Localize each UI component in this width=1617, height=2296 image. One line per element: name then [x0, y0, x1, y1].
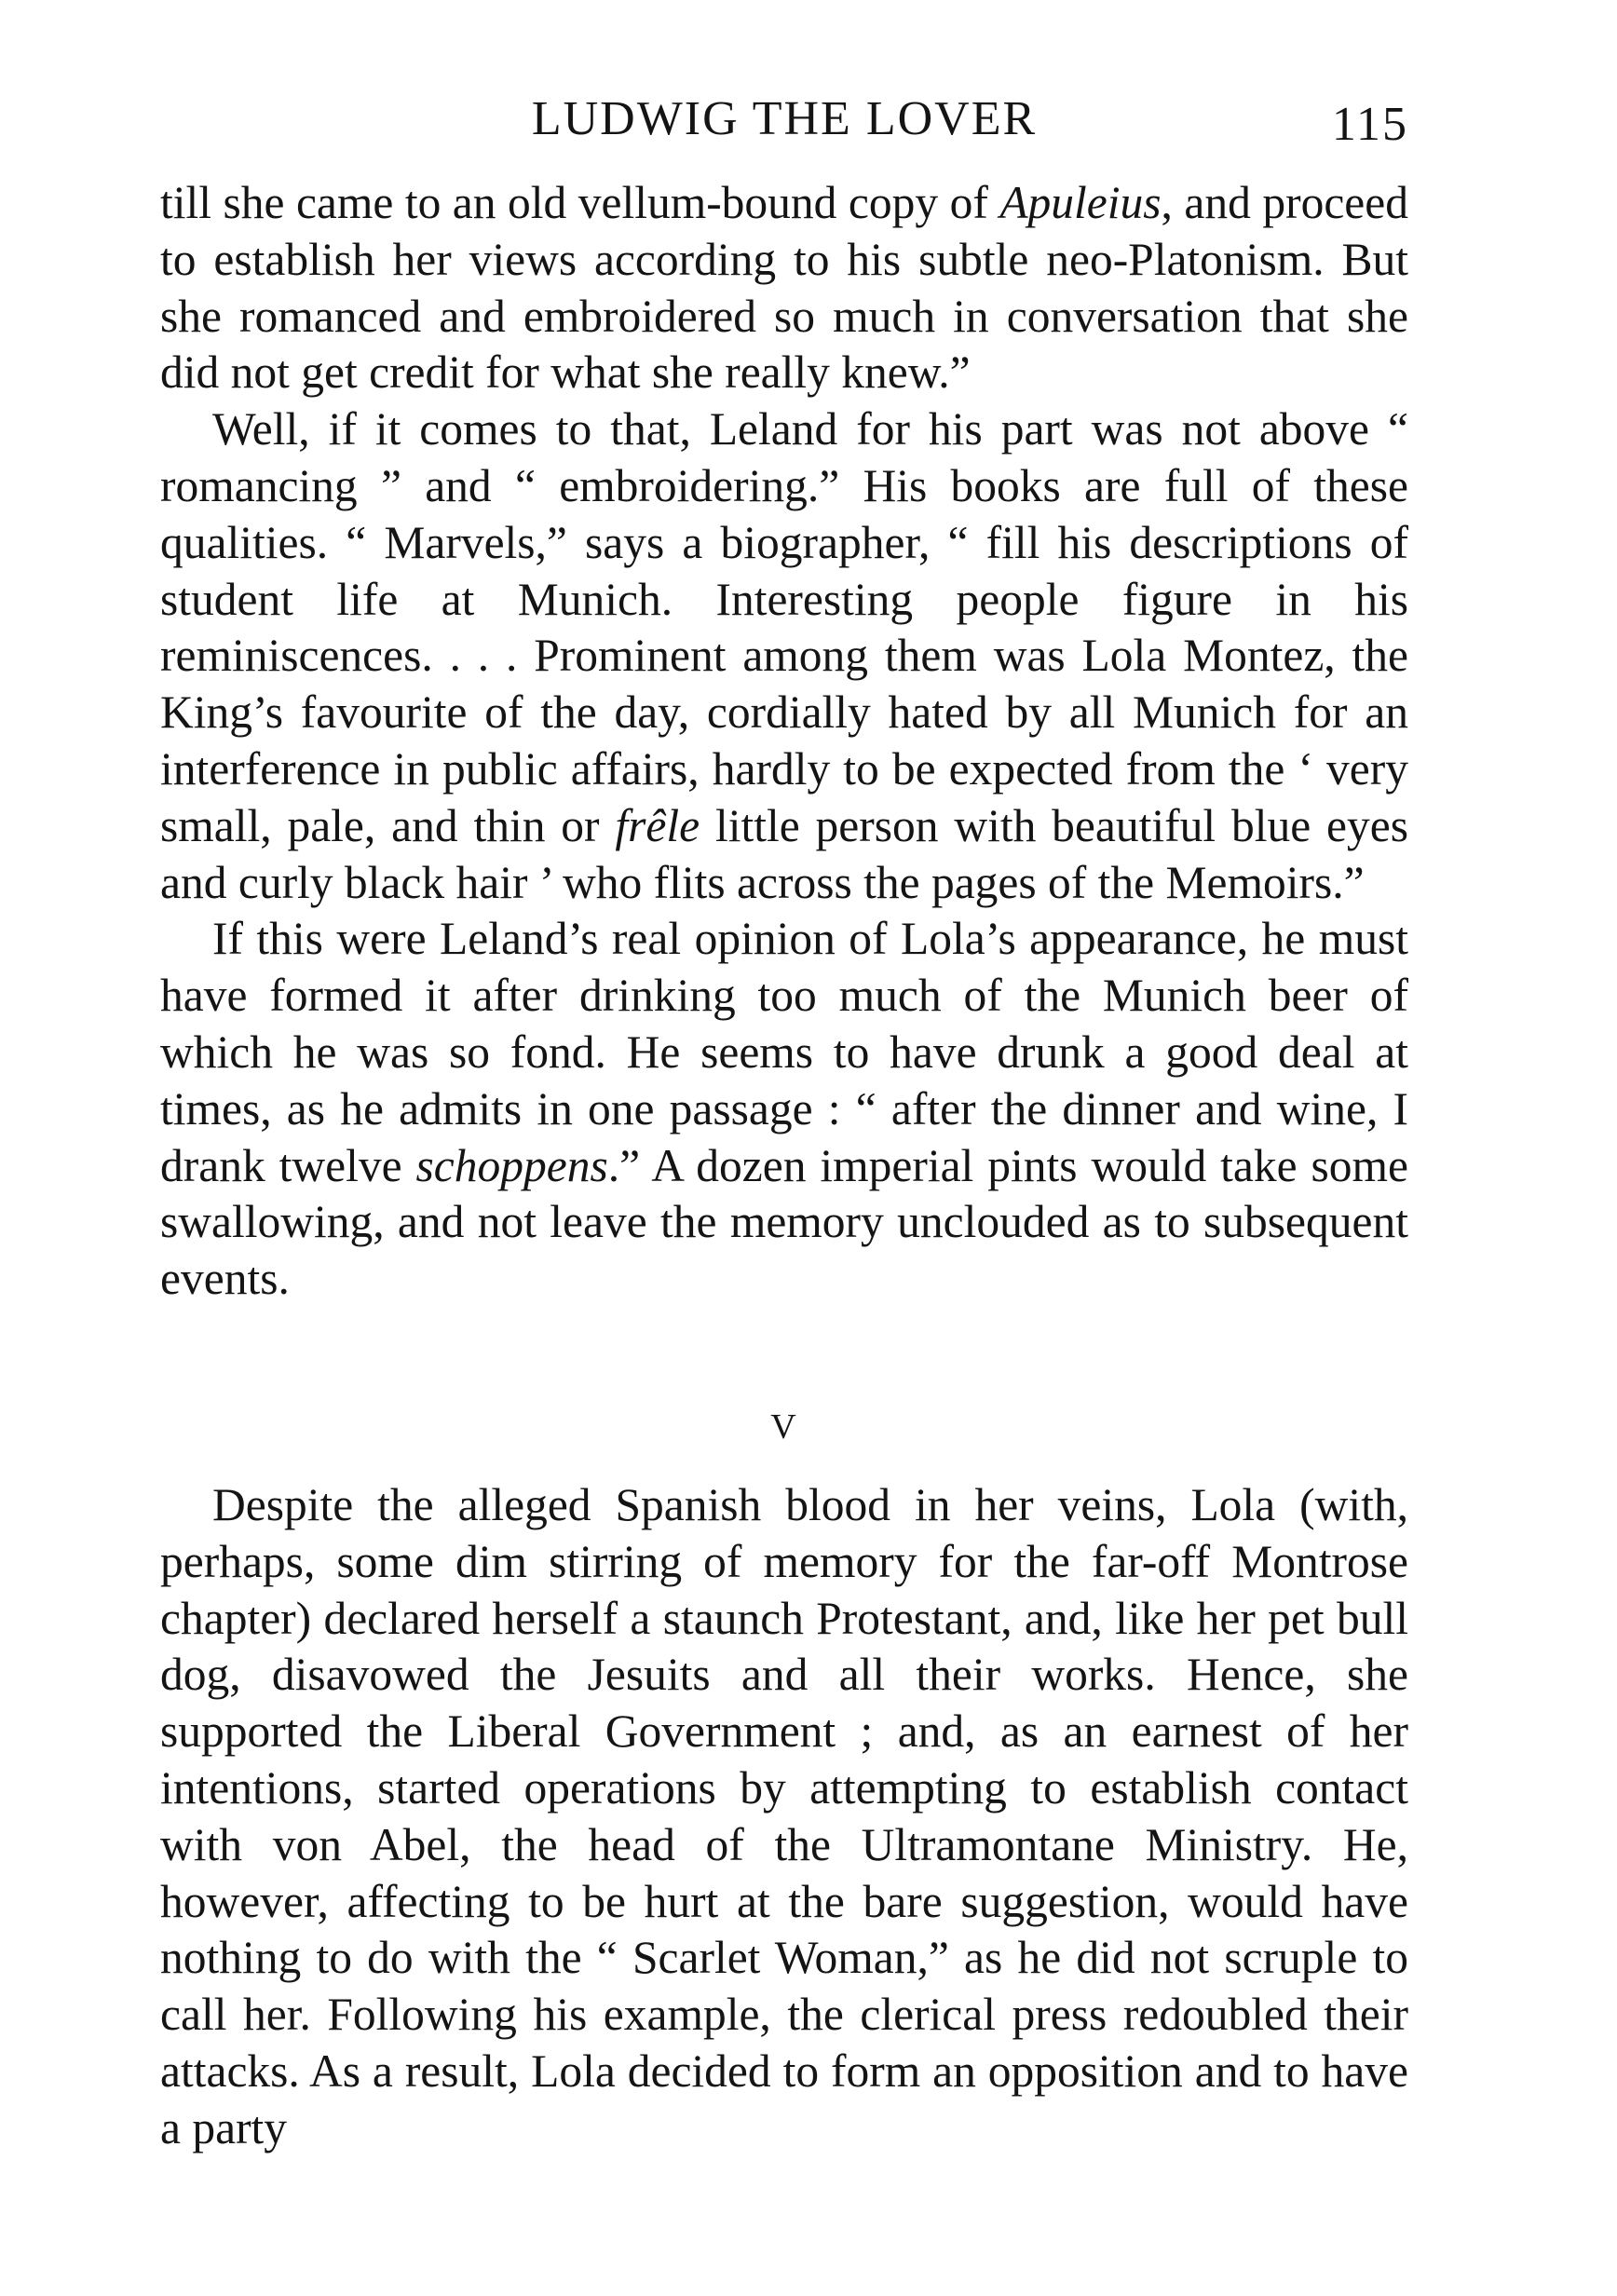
running-head	[160, 86, 1408, 153]
text-run: till she came to an old vellum-bound copy of	[160, 177, 1000, 228]
section-marker: V	[770, 1406, 798, 1447]
paragraph	[160, 911, 1408, 1308]
text-run: little person with beautiful blue eyes and curly black hair ’ who flits across the pages of the Memoirs.”	[160, 799, 1408, 908]
running-title: LUDWIG THE LOVER	[531, 92, 1038, 145]
text-run: Well, if it comes to that, Leland for his part was not above “ romancing ” and “ embroidering.” His books are full of these qualities. “ Marvels,” says a biographer, “ fill his descriptions of student life at Munich. Interesting people figure in his reminiscences. . . . Prominent among them was Lola Montez, the King’s favourite of the day, cordially hated by all Munich for an interference in public affairs, hardly to be expected from the ‘ very small, pale, and thin or	[160, 403, 1408, 851]
italic-word: frêle	[615, 799, 700, 851]
text-run: If this were Leland’s real opinion of Lola’s appearance, he must have formed it after drinking too much of the Munich beer of which he was so fond. He seems to have drunk a good deal at times, as he admits in one passage : “ after the dinner and wine, I drank twelve	[160, 913, 1408, 1191]
paragraph-continued	[160, 175, 1408, 401]
page-number: 115	[1331, 98, 1408, 151]
italic-word: schoppens	[415, 1139, 608, 1191]
paragraph	[160, 1477, 1408, 2157]
text-run: , and proceed to establish her views according to his subtle neo-Platonism. But she romanced and embroidered so much in conversation that she did not get credit for what she really knew.”	[160, 177, 1408, 399]
text-run: .” A dozen imperial pints would take some swallowing, and not leave the memory unclouded as to subsequent events.	[160, 1139, 1408, 1305]
paragraph	[160, 401, 1408, 911]
italic-title: Apuleius	[999, 177, 1162, 228]
text-run: Despite the alleged Spanish blood in her veins, Lola (with, perhaps, some dim stirring of memory for the far-off Montrose chapter) declared herself a staunch Protestant, and, like her pet bull dog, disavowed the Jesuits and all their works. Hence, she supported the Liberal Government ; and, as an earnest of her intentions, started operations by attempting to establish contact with von Abel, the head of the Ultramontane Ministry. He, however, affecting to be hurt at the bare suggestion, would have nothing to do with the “ Scarlet Woman,” as he did not scruple to call her. Following his example, the clerical press redoubled their attacks. As a result, Lola decided to form an opposition and to have a party	[160, 1478, 1408, 2153]
body-text	[160, 175, 1408, 2157]
